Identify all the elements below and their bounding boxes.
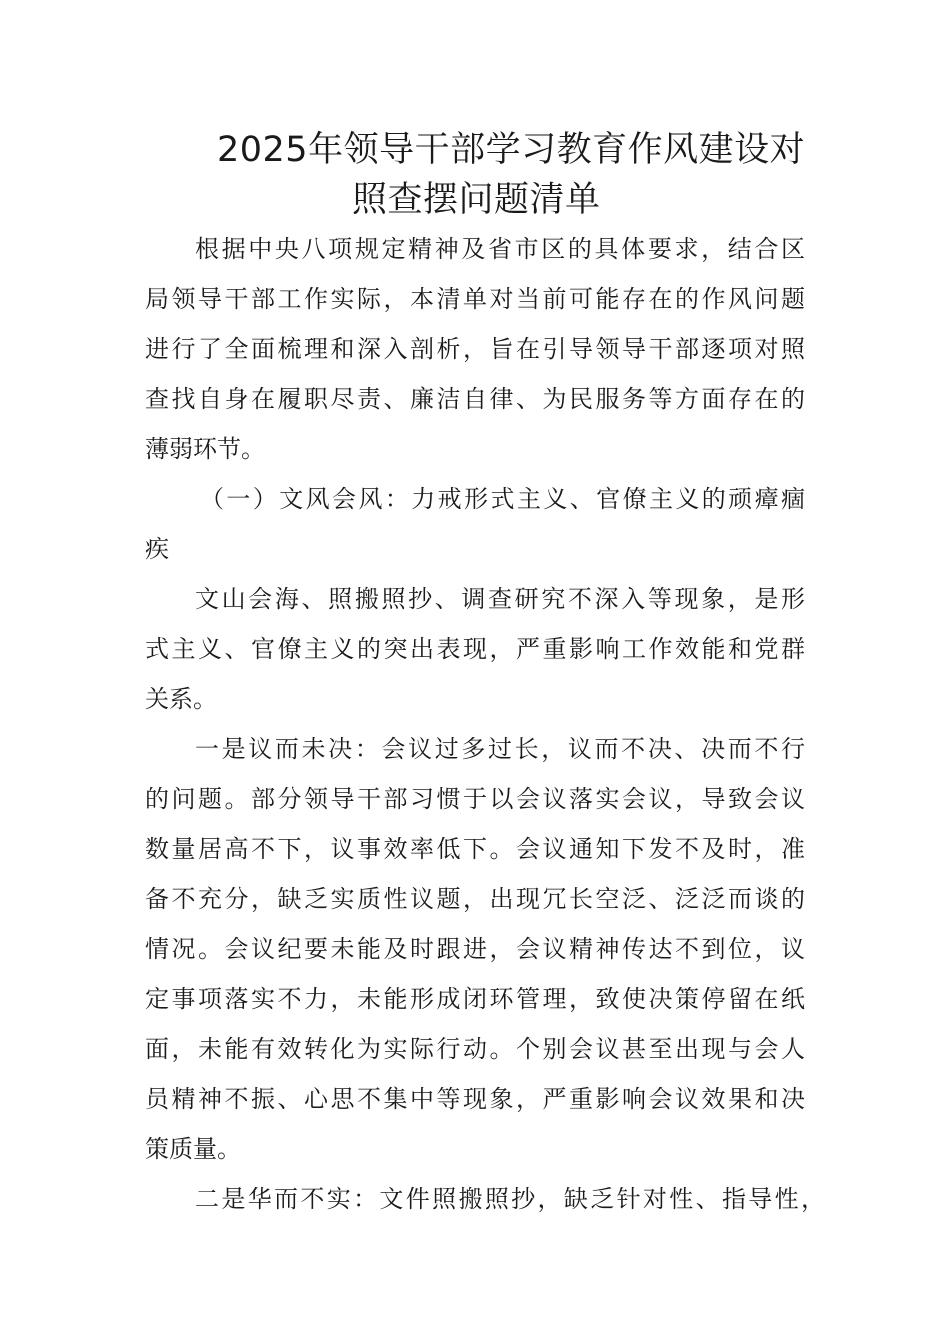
intro-line: 进行了全面梳理和深入剖析，旨在引导领导干部逐项对照 bbox=[145, 335, 805, 363]
point-one-line: 备不充分，缺乏实质性议题，出现冗长空泛、泛泛而谈的 bbox=[145, 885, 805, 913]
point-one-line: 定事项落实不力，未能形成闭环管理，致使决策停留在纸 bbox=[145, 985, 805, 1013]
point-one-line: 情况。会议纪要未能及时跟进，会议精神传达不到位，议 bbox=[145, 935, 805, 963]
intro-line: 薄弱环节。 bbox=[145, 435, 265, 463]
section-intro-line: 关系。 bbox=[145, 685, 217, 713]
point-one-line: 面，未能有效转化为实际行动。个别会议甚至出现与会人 bbox=[145, 1035, 805, 1063]
point-one-line: 数量居高不下，议事效率低下。会议通知下发不及时，准 bbox=[145, 835, 805, 863]
point-two-line: 二是华而不实：文件照搬照抄，缺乏针对性、指导性， bbox=[195, 1185, 825, 1213]
intro-line: 查找自身在履职尽责、廉洁自律、为民服务等方面存在的 bbox=[145, 385, 805, 413]
section-heading-line: （一）文风会风：力戒形式主义、官僚主义的顽瘴痼 bbox=[200, 485, 805, 513]
point-one-line: 一是议而未决：会议过多过长，议而不决、决而不行 bbox=[195, 735, 805, 763]
point-one-line: 员精神不振、心思不集中等现象，严重影响会议效果和决 bbox=[145, 1085, 805, 1113]
point-one-line: 的问题。部分领导干部习惯于以会议落实会议，导致会议 bbox=[145, 785, 805, 813]
document-title-line-2: 照查摆问题清单 bbox=[352, 180, 601, 220]
section-heading-line: 疾 bbox=[145, 535, 169, 563]
document-title-line-1: 2025年领导干部学习教育作风建设对 bbox=[217, 130, 806, 170]
section-intro-line: 式主义、官僚主义的突出表现，严重影响工作效能和党群 bbox=[145, 635, 805, 663]
section-intro-line: 文山会海、照搬照抄、调查研究不深入等现象，是形 bbox=[195, 585, 805, 613]
intro-line: 局领导干部工作实际，本清单对当前可能存在的作风问题 bbox=[145, 285, 805, 313]
intro-line: 根据中央八项规定精神及省市区的具体要求，结合区 bbox=[195, 235, 805, 263]
point-one-line: 策质量。 bbox=[145, 1135, 241, 1163]
